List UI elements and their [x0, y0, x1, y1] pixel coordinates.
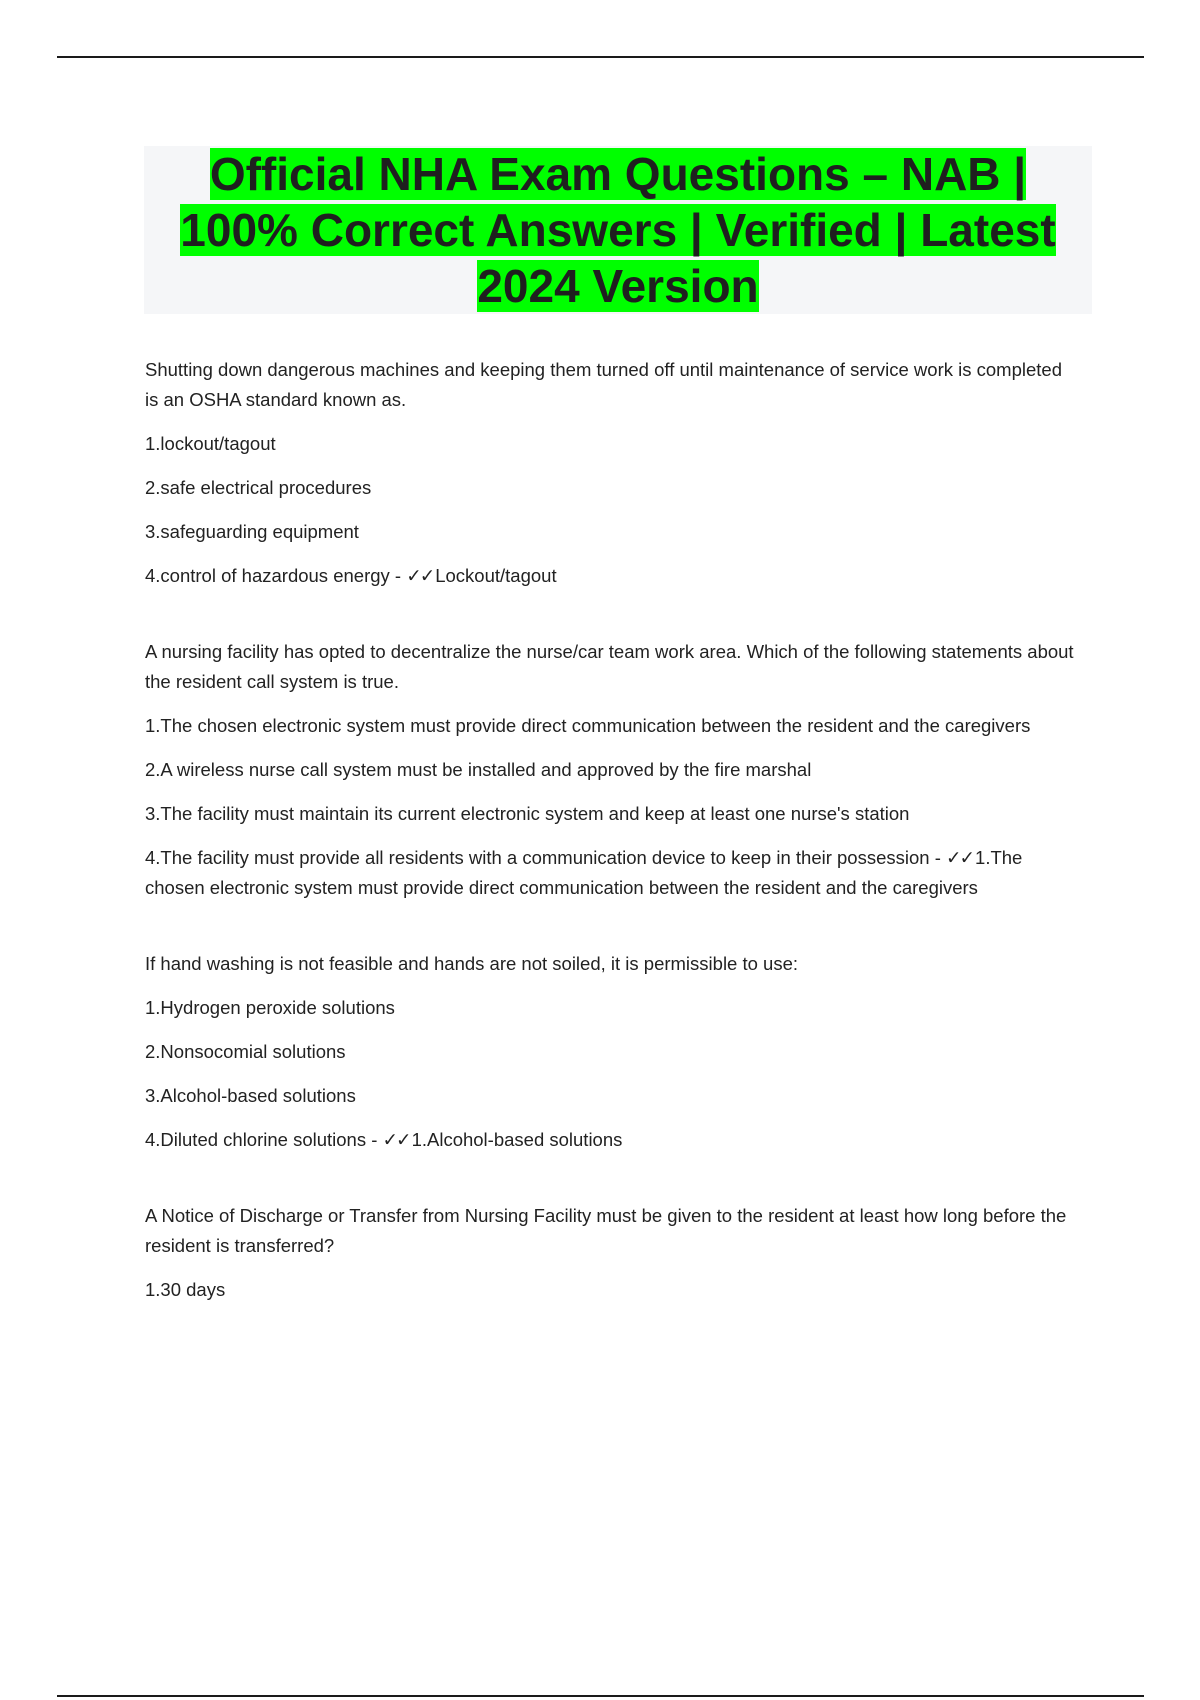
answer-option-with-key [145, 843, 1080, 903]
answer-option-text: 4.Diluted chlorine solutions - [145, 1129, 383, 1150]
answer-option: 2.safe electrical procedures [145, 477, 372, 498]
check-icon: ✓✓ [406, 565, 434, 586]
answer-option: 1.30 days [145, 1279, 226, 1300]
question-block [145, 949, 1080, 1155]
question-block [145, 637, 1080, 903]
question-text: If hand washing is not feasible and hands are not soiled, it is permissible to use: [145, 953, 799, 974]
answer-option: 3.safeguarding equipment [145, 521, 359, 542]
answer-option: 3.Alcohol-based solutions [145, 1085, 356, 1106]
correct-answer: Lockout/tagout [435, 565, 557, 586]
question-list [145, 355, 1080, 1351]
bottom-rule [57, 1695, 1144, 1697]
question-block [145, 1201, 1080, 1305]
answer-option-with-key [145, 561, 1080, 591]
answer-option: 1.lockout/tagout [145, 433, 276, 454]
answer-option-text: 4.control of hazardous energy - [145, 565, 407, 586]
check-icon: ✓✓ [946, 847, 974, 868]
question-text: A Notice of Discharge or Transfer from Nursing Facility must be given to the resident at least how long before the resident is transferred? [145, 1205, 1067, 1256]
check-icon: ✓✓ [382, 1129, 410, 1150]
question-text: Shutting down dangerous machines and keeping them turned off until maintenance of service work is completed is an OSHA standard known as. [145, 359, 1062, 410]
correct-answer: 1.The chosen electronic system must provide direct communication between the resident and the caregivers [145, 847, 1023, 898]
answer-option-text: 4.The facility must provide all residents with a communication device to keep in their possession - [145, 847, 947, 868]
correct-answer: 1.Alcohol-based solutions [411, 1129, 623, 1150]
question-block [145, 355, 1080, 591]
answer-option-with-key [145, 1125, 1080, 1155]
top-rule [57, 56, 1144, 58]
answer-option: 3.The facility must maintain its current electronic system and keep at least one nurse's station [145, 803, 910, 824]
answer-option: 1.Hydrogen peroxide solutions [145, 997, 395, 1018]
answer-option: 2.A wireless nurse call system must be installed and approved by the fire marshal [145, 759, 812, 780]
answer-option: 2.Nonsocomial solutions [145, 1041, 346, 1062]
question-text: A nursing facility has opted to decentralize the nurse/car team work area. Which of the following statements about the resident call system is true. [145, 641, 1074, 692]
title-line: 100% Correct Answers | Verified | Latest [180, 204, 1056, 256]
title-line: Official NHA Exam Questions – NAB | [209, 148, 1027, 200]
title-line: 2024 Version [477, 260, 759, 312]
document-title [144, 146, 1092, 314]
answer-option: 1.The chosen electronic system must provide direct communication between the resident and the caregivers [145, 715, 1031, 736]
